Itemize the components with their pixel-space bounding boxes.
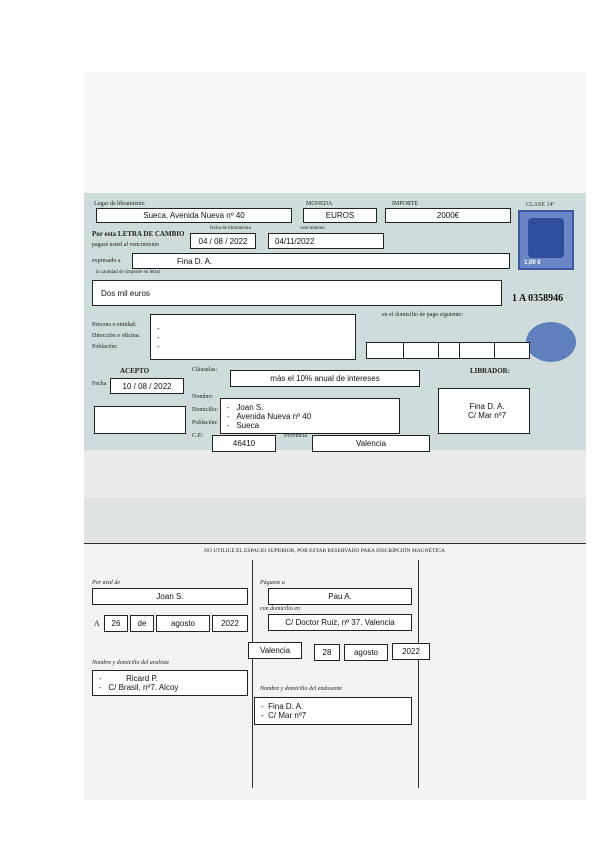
label-nombre: Nombre: xyxy=(192,394,214,400)
label-cantidad: la cantidad de (importe en letra) xyxy=(96,270,160,275)
avalista-domicilio: C/ Brasil, nº7. Alcoy xyxy=(108,683,179,692)
divider xyxy=(84,543,586,544)
aval-de-field: de xyxy=(130,615,154,632)
label-pagara: pagará usted al vencimiento xyxy=(92,242,160,248)
aval-year-field[interactable]: 2022 xyxy=(212,615,248,632)
ccc-oficina-cell[interactable] xyxy=(403,342,439,359)
librador-field[interactable] xyxy=(438,388,530,434)
aval-day-field[interactable]: 26 xyxy=(104,615,128,632)
aval-month-field[interactable]: agosto xyxy=(156,615,210,632)
label-clase: CLASE 14ª xyxy=(526,202,555,208)
acepto-fecha-field[interactable]: 10 / 08 / 2022 xyxy=(110,378,184,394)
importe-field[interactable]: 2000€ xyxy=(385,208,511,223)
persona-entidad-field[interactable] xyxy=(150,314,356,360)
label-clausulas: Cláusulas: xyxy=(192,367,217,373)
avalista-line: - C/ Brasil, nº7. Alcoy xyxy=(99,683,179,692)
label-vencimiento: vencimiento xyxy=(300,226,325,231)
label-lugar: Lugar de libramiento xyxy=(94,201,145,207)
cp-field[interactable]: 46410 xyxy=(212,435,276,452)
label-direccion: Dirección o oficina: xyxy=(92,333,140,339)
seal-icon xyxy=(526,322,576,362)
label-fecha-libramiento: fecha de libramiento xyxy=(210,226,252,231)
label-por-aval: Por aval de xyxy=(92,580,120,586)
avalista-field[interactable] xyxy=(92,670,248,696)
fecha-libramiento-field[interactable]: 04 / 08 / 2022 xyxy=(190,233,256,249)
endosante-nombre: Fina D. A. xyxy=(268,702,304,711)
librador-domicilio: C/ Mar nº7 xyxy=(467,411,507,420)
provincia-field[interactable]: Valencia xyxy=(312,435,430,452)
label-domicilio: Domicilio: xyxy=(192,407,218,413)
label-domicilio-pago: en el domicilio de pago siguiente: xyxy=(382,312,464,318)
librado-poblacion: Sueca xyxy=(236,420,260,430)
librado-line: - Joan S. xyxy=(227,402,264,412)
label-importe: IMPORTE xyxy=(392,201,418,207)
label-paguese: Páguese a xyxy=(260,580,285,586)
firma-aceptante-field[interactable] xyxy=(94,406,186,434)
librado-field[interactable] xyxy=(220,398,400,434)
persona-line: - xyxy=(157,332,160,342)
paguese-domicilio-field[interactable]: C/ Doctor Ruiz, nº 37. Valencia xyxy=(268,614,412,631)
bill-back-ghost xyxy=(84,498,586,543)
stamp-price: 1,00 € xyxy=(524,260,541,266)
label-expresado: expresado a xyxy=(92,258,121,264)
moneda-field[interactable]: EUROS xyxy=(303,208,377,223)
column-divider xyxy=(418,560,419,788)
endoso-city-field[interactable]: Valencia xyxy=(248,642,302,659)
label-a: A xyxy=(94,619,100,628)
librado-line: - Sueca xyxy=(227,420,260,430)
endoso-year-field[interactable]: 2022 xyxy=(392,643,430,660)
librado-domicilio: Avenida Nueva nº 40 xyxy=(236,411,312,421)
tenedor-field[interactable]: Fina D. A. xyxy=(132,253,510,269)
label-letra: Por esta LETRA DE CAMBIO xyxy=(92,230,185,238)
paguese-field[interactable]: Pau A. xyxy=(268,588,412,605)
label-provincia: Provincia xyxy=(284,433,307,439)
ccc-extra-cell[interactable] xyxy=(494,342,530,359)
endoso-month-field[interactable]: agosto xyxy=(344,644,388,661)
librado-nombre: Joan S. xyxy=(236,402,264,412)
coat-of-arms-icon xyxy=(528,218,564,258)
label-moneda: MONEDA xyxy=(306,201,333,207)
avalista-line: - Ricard P. xyxy=(99,674,158,683)
serial-number: 1 A 0358946 xyxy=(512,293,564,304)
ccc-dc-cell[interactable] xyxy=(438,342,460,359)
label-persona: Persona o entidad: xyxy=(92,322,137,328)
label-endosante: Nombre y domicilio del endosante xyxy=(260,686,343,692)
ccc-cuenta-cell[interactable] xyxy=(459,342,495,359)
column-divider xyxy=(252,560,253,788)
label-poblacion: Población: xyxy=(92,344,118,350)
label-librador: LIBRADOR: xyxy=(470,367,511,375)
librador-nombre: Fina D. A. xyxy=(469,402,505,411)
endoso-day-field[interactable]: 28 xyxy=(314,644,340,661)
persona-line: - xyxy=(157,341,160,351)
label-con-domicilio: con domicilio en xyxy=(260,606,300,612)
clausulas-field[interactable]: más el 10% anual de intereses xyxy=(230,370,420,387)
librado-line: - Avenida Nueva nº 40 xyxy=(227,411,312,421)
endosante-line: - C/ Mar nº7 xyxy=(261,711,307,720)
avalista-nombre: Ricard P. xyxy=(126,674,158,683)
tax-stamp-icon xyxy=(518,210,574,270)
label-cp: C.P.: xyxy=(192,433,204,439)
label-avalista: Nombre y domicilio del avalista xyxy=(92,660,169,666)
cantidad-letra-field[interactable]: Dos mil euros xyxy=(92,280,502,306)
lugar-field[interactable]: Sueca, Avenida Nueva nº 40 xyxy=(96,208,292,223)
persona-line: - xyxy=(157,323,160,333)
back-header: NO UTILICE EL ESPACIO SUPERIOR, POR ESTAR RESERVADO PARA INSCRIPCIÓN MAGNÉTICA xyxy=(204,548,445,554)
endosante-domicilio: C/ Mar nº7 xyxy=(268,711,307,720)
endosante-line: - Fina D. A. xyxy=(261,702,304,711)
aval-field[interactable]: Joan S. xyxy=(92,588,248,605)
endosante-field[interactable] xyxy=(254,697,412,725)
label-acepto: ACEPTO xyxy=(120,367,150,375)
vencimiento-field[interactable]: 04/11/2022 xyxy=(268,233,384,249)
label-poblacion-librado: Población: xyxy=(192,420,218,426)
bill-front-lower xyxy=(84,450,586,498)
label-fecha: Fecha xyxy=(92,381,107,387)
ccc-entidad-cell[interactable] xyxy=(366,342,404,359)
